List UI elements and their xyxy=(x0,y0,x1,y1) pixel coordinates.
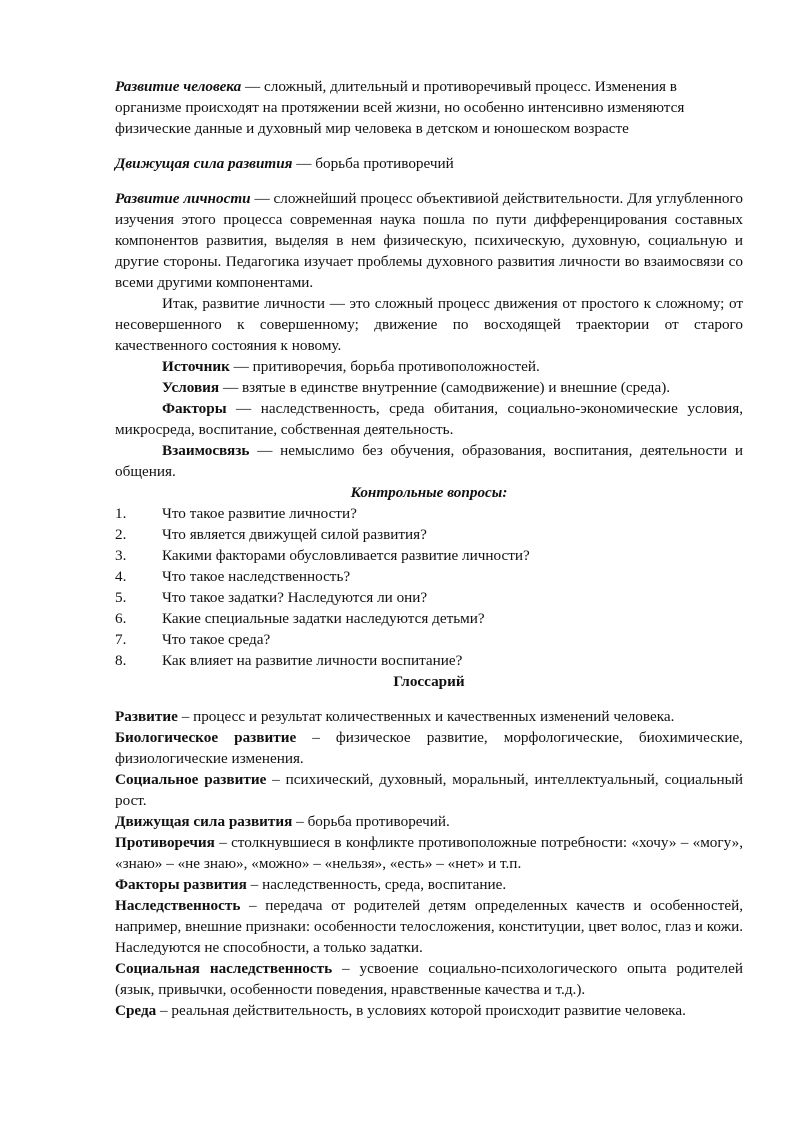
glossary-term: Социальное развитие xyxy=(115,771,267,788)
glossary-definition: – наследственность, среда, воспитание. xyxy=(246,876,507,893)
glossary-list xyxy=(115,706,743,1021)
fact-text: — наследственность, среда обитания, социально-экономические условия, микросреда, воспитание, собственная деятельность. xyxy=(115,400,743,438)
glossary-heading: Глоссарий xyxy=(393,673,465,690)
glossary-term: Факторы развития xyxy=(115,876,247,893)
glossary-entry xyxy=(115,958,743,1000)
questions-list xyxy=(115,503,743,671)
glossary-entry xyxy=(115,874,743,895)
question-text: Что является движущей силой развития? xyxy=(162,526,427,543)
glossary-entry xyxy=(115,727,743,769)
glossary-definition: – передача от родителей детям определенных качеств и особенностей, например, внешние признаки: особенности телосложения, конституции, цвет волос, глаз и кожи. Наследуются не способности, а только задатки. xyxy=(115,897,743,956)
summary-paragraph: Итак, развитие личности — это сложный процесс движения от простого к сложному; от несовершенного к совершенному; движение по восходящей траектории от старого качественного состояния к новому. xyxy=(115,295,743,354)
glossary-entry xyxy=(115,769,743,811)
fact-text: — притиворечия, борьба противоположностей. xyxy=(229,358,540,375)
question-number: 7. xyxy=(115,631,127,648)
glossary-term: Противоречия xyxy=(115,834,215,851)
fact-term: Источник xyxy=(162,358,230,375)
intro-term: Развитие человека xyxy=(115,78,242,95)
question-number: 3. xyxy=(115,547,127,564)
personality-term: Развитие личности xyxy=(115,190,251,207)
list-item xyxy=(115,608,743,629)
driving-force-text: — борьба противоречий xyxy=(292,155,454,172)
question-number: 4. xyxy=(115,568,127,585)
question-text: Что такое развитие личности? xyxy=(162,505,357,522)
fact-term: Взаимосвязь xyxy=(162,442,250,459)
question-number: 6. xyxy=(115,610,127,627)
fact-text: — взятые в единстве внутренние (самодвижение) и внешние (среда). xyxy=(219,379,671,396)
list-item xyxy=(115,629,743,650)
list-item xyxy=(115,650,743,671)
glossary-definition: – психический, духовный, моральный, интеллектуальный, социальный рост. xyxy=(115,771,744,809)
glossary-definition: – физическое развитие, морфологические, биохимические, физиологические изменения. xyxy=(115,729,743,767)
question-text: Как влияет на развитие личности воспитание? xyxy=(162,652,463,669)
fact-term: Условия xyxy=(162,379,220,396)
glossary-term: Биологическое развитие xyxy=(115,729,297,746)
question-text: Какие специальные задатки наследуются детьми? xyxy=(162,610,485,627)
fact-term: Факторы xyxy=(162,400,227,417)
question-text: Что такое наследственность? xyxy=(162,568,351,585)
question-number: 8. xyxy=(115,652,127,669)
glossary-entry xyxy=(115,706,743,727)
glossary-term: Социальная наследственность xyxy=(115,960,333,977)
intro-text: — сложный, длительный и противоречивый процесс. Изменения в организме происходят на протяжении всей жизни, но особенно интенсивно изменяются физические данные и духовный мир человека в детском и юношеском возрасте xyxy=(115,78,685,137)
driving-force-paragraph xyxy=(115,153,743,174)
question-number: 2. xyxy=(115,526,127,543)
list-item xyxy=(115,524,743,545)
glossary-definition: – столкнувшиеся в конфликте противоположные потребности: «хочу» – «могу», «знаю» – «не знаю», «можно» – «нельзя», «есть» – «нет» и т.п. xyxy=(115,834,743,872)
glossary-term: Наследственность xyxy=(115,897,241,914)
glossary-entry xyxy=(115,895,743,958)
glossary-term: Среда xyxy=(115,1002,157,1019)
glossary-definition: – реальная действительность, в условиях которой происходит развитие человека. xyxy=(156,1002,686,1019)
fact-source xyxy=(115,356,743,377)
document-page xyxy=(115,76,743,1021)
glossary-entry xyxy=(115,1000,743,1021)
list-item xyxy=(115,587,743,608)
intro-paragraph xyxy=(115,76,743,139)
personality-text: — сложнейший процесс объективиой действительности. Для углубленного изучения этого процесса современная наука пошла по пути дифференцирования составных компонентов развития, выделяя в нем физическую, психическую, духовную, социальную и другие стороны. Педагогика изучает проблемы духовного развития личности во взаимосвязи со всеми другими компонентами. xyxy=(115,190,743,291)
question-text: Какими факторами обусловливается развитие личности? xyxy=(162,547,530,564)
question-text: Что такое среда? xyxy=(162,631,271,648)
glossary-term: Движущая сила развития xyxy=(115,813,293,830)
fact-conditions xyxy=(115,377,743,398)
glossary-entry xyxy=(115,811,743,832)
questions-heading: Контрольные вопросы: xyxy=(350,484,508,501)
glossary-definition: – усвоение социально-психологического опыта родителей (язык, привычки, особенности поведения, нравственные качества и т.д.). xyxy=(115,960,743,998)
question-number: 1. xyxy=(115,505,127,522)
glossary-term: Развитие xyxy=(115,708,178,725)
driving-force-term: Движущая сила развития xyxy=(115,155,293,172)
glossary-definition: – борьба противоречий. xyxy=(292,813,450,830)
fact-text: — немыслимо без обучения, образования, воспитания, деятельности и общения. xyxy=(115,442,743,480)
personality-paragraph xyxy=(115,188,743,293)
list-item xyxy=(115,545,743,566)
glossary-entry xyxy=(115,832,743,874)
question-number: 5. xyxy=(115,589,127,606)
fact-factors xyxy=(115,398,743,440)
glossary-definition: – процесс и результат количественных и качественных изменений человека. xyxy=(177,708,675,725)
fact-interrelation xyxy=(115,440,743,482)
list-item xyxy=(115,503,743,524)
question-text: Что такое задатки? Наследуются ли они? xyxy=(162,589,428,606)
list-item xyxy=(115,566,743,587)
